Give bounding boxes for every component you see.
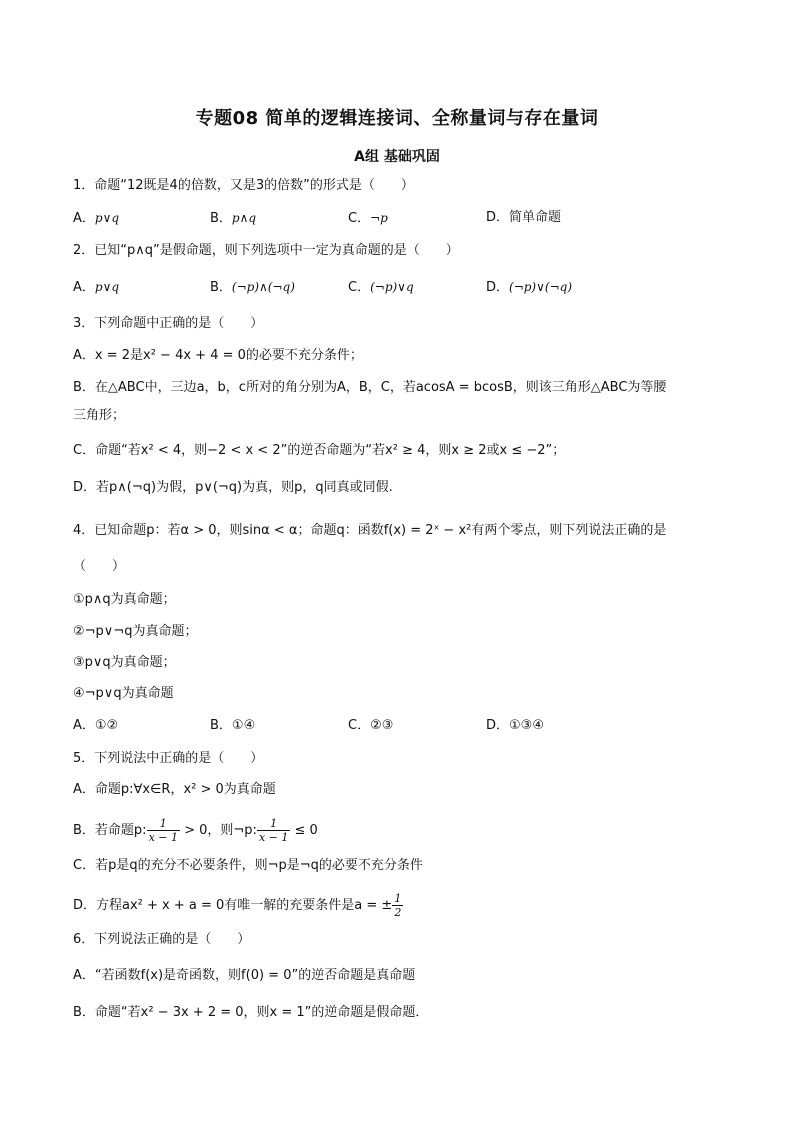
question-3-stem: 3．下列命题中正确的是（ ） xyxy=(73,316,264,331)
q1-option-b: B．p∧q xyxy=(210,211,257,226)
question-6-stem: 6．下列说法正确的是（ ） xyxy=(73,932,251,947)
q4-statement-1: ①p∧q为真命题； xyxy=(73,592,176,607)
q1-option-a: A．p∨q xyxy=(73,211,120,226)
q5-option-d: D．方程ax² + x + a = 0有唯一解的充要条件是a = ± $\frac{1}{2}$ xyxy=(73,892,402,919)
q3-option-b-line1: B．在△ABC中，三边a，b，c所对的角分别为A，B，C，若acosA = bcosB，则该三角形△ABC为等腰 xyxy=(73,380,667,395)
q4-statement-2: ②¬p∨¬q为真命题； xyxy=(73,624,198,639)
q5-option-a: A．命题p:∀x∈R，x² > 0为真命题 xyxy=(73,782,276,797)
q1-option-c: C．¬p xyxy=(348,211,388,226)
question-4-stem-cont: （ ） xyxy=(73,559,126,574)
fraction-1-over-x-minus-1-neg: $\frac{1}{x - 1}$ xyxy=(258,817,289,844)
q6-option-b: B．命题“若x² − 3x + 2 = 0，则x = 1”的逆命题是假命题． xyxy=(73,1005,429,1020)
question-2-stem: 2．已知“p∧q”是假命题，则下列选项中一定为真命题的是（ ） xyxy=(73,243,459,258)
q4-option-a: A．①② xyxy=(73,718,119,733)
q3-option-c: C．命题“若x² < 4，则−2 < x < 2”的逆否命题为“若x² ≥ 4，则x ≥ 2或x ≤ −2”； xyxy=(73,443,566,458)
q2-option-d: D．(¬p)∨(¬q) xyxy=(486,280,572,295)
q4-option-c: C．②③ xyxy=(348,718,394,733)
q4-option-d: D．①③④ xyxy=(486,718,544,733)
question-4-stem: 4．已知命题p：若α > 0，则sinα < α；命题q：函数f(x) = 2ˣ − x²有两个零点，则下列说法正确的是 xyxy=(73,523,667,538)
q5-option-c: C．若p是q的充分不必要条件，则¬p是¬q的必要不充分条件 xyxy=(73,858,423,873)
q1-option-d: D．简单命题 xyxy=(486,210,562,225)
q2-option-a: A．p∨q xyxy=(73,280,120,295)
q5-option-b: B．若命题p: $\frac{1}{x - 1}$ > 0，则¬p: $\frac{1}{x - 1}$ ≤ 0 xyxy=(73,817,318,844)
page-title: 专题08 简单的逻辑连接词、全称量词与存在量词 xyxy=(195,108,599,129)
q2-option-c: C．(¬p)∨q xyxy=(348,280,414,295)
q3-option-b-line2: 三角形； xyxy=(73,408,126,423)
q4-option-b: B．①④ xyxy=(210,718,256,733)
q2-option-b: B．(¬p)∧(¬q) xyxy=(210,280,295,295)
fraction-1-over-2: $\frac{1}{2}$ xyxy=(394,892,402,919)
q3-option-a: A．x = 2是x² − 4x + 4 = 0的必要不充分条件； xyxy=(73,348,363,363)
section-subtitle: A组 基础巩固 xyxy=(354,149,440,165)
q3-option-d: D．若p∧(¬q)为假，p∨(¬q)为真，则p，q同真或同假. xyxy=(73,480,393,495)
question-1-stem: 1．命题“12既是4的倍数，又是3的倍数”的形式是（ ） xyxy=(73,178,414,193)
question-5-stem: 5．下列说法中正确的是（ ） xyxy=(73,751,264,766)
fraction-1-over-x-minus-1: $\frac{1}{x - 1}$ xyxy=(148,817,178,844)
q6-option-a: A．“若函数f(x)是奇函数，则f(0) = 0”的逆否命题是真命题 xyxy=(73,968,416,983)
q4-statement-3: ③p∨q为真命题； xyxy=(73,655,176,670)
q4-statement-4: ④¬p∨q为真命题 xyxy=(73,686,174,701)
